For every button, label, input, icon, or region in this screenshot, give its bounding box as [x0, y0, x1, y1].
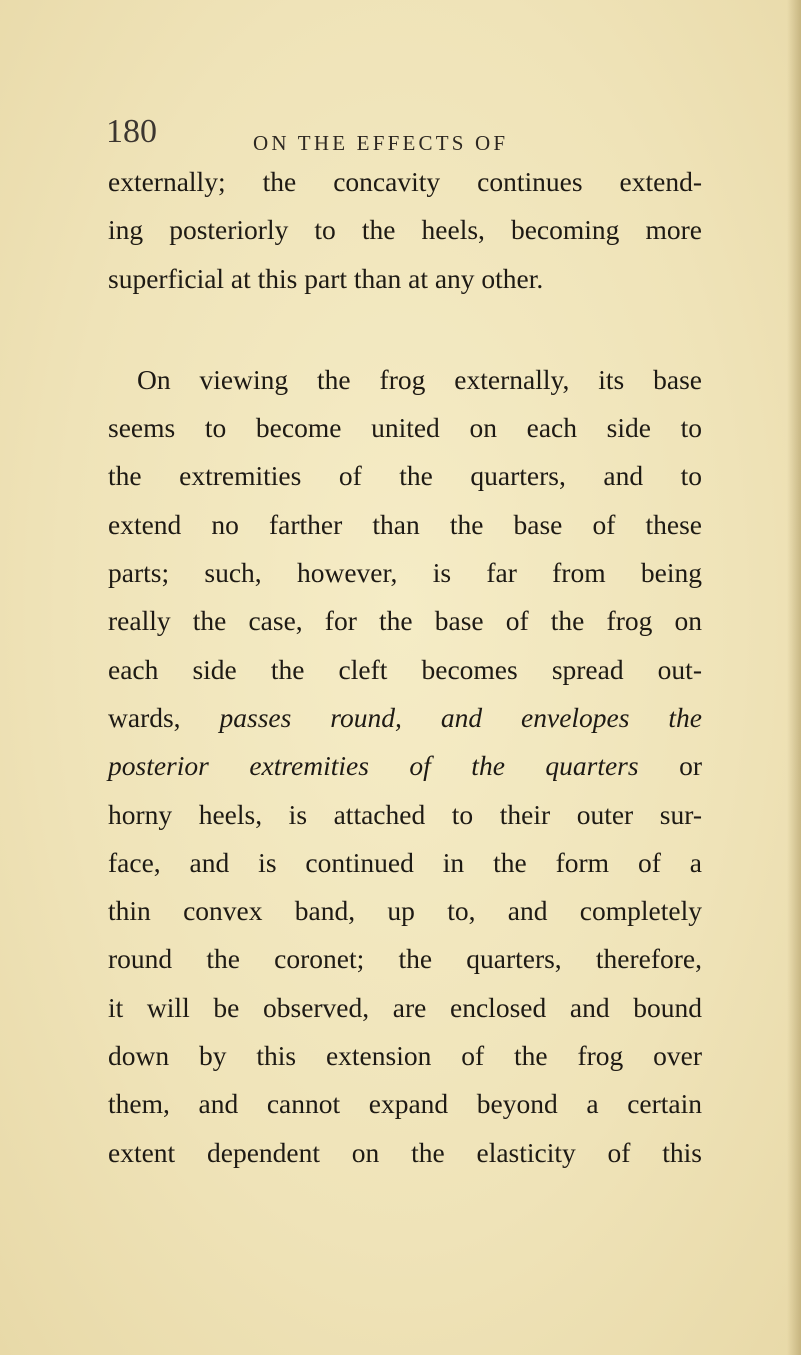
text-line: parts; such, however, is far from being: [108, 557, 702, 589]
text-line: ing posteriorly to the heels, becoming more: [108, 214, 702, 246]
page-number: 180: [106, 113, 157, 150]
text-line: the extremities of the quarters, and to: [108, 460, 702, 492]
text-line: externally; the concavity continues extend-: [108, 166, 702, 197]
page-edge-shadow: [787, 0, 801, 1355]
text-line: thin convex band, up to, and completely: [108, 895, 702, 927]
text-segment: wards,: [108, 701, 181, 733]
text-line: On viewing the frog externally, its base: [137, 363, 702, 395]
body-text: [108, 158, 702, 1177]
text-line: really the case, for the base of the frog on: [108, 605, 702, 637]
italic-segment: passes round, and envelopes the: [219, 701, 702, 733]
text-line: down by this extension of the frog over: [108, 1040, 702, 1072]
text-line: superficial at this part than at any other.: [108, 262, 544, 294]
text-line: extent dependent on the elasticity of this: [108, 1136, 702, 1168]
paragraph-2: [108, 356, 702, 1177]
text-line-mixed: [108, 742, 702, 790]
text-line-mixed: [108, 694, 702, 742]
italic-segment: posterior extremities of the quarters: [108, 750, 639, 782]
text-line: extend no farther than the base of these: [108, 508, 702, 540]
text-line: seems to become united on each side to: [108, 412, 702, 444]
text-line: it will be observed, are enclosed and bound: [108, 991, 702, 1023]
text-line: them, and cannot expand beyond a certain: [108, 1088, 702, 1120]
text-line: face, and is continued in the form of a: [108, 846, 702, 878]
text-segment: or: [679, 750, 702, 782]
paragraph-1: [108, 158, 702, 303]
text-line: each side the cleft becomes spread out-: [108, 653, 702, 685]
running-title: ON THE EFFECTS OF: [253, 131, 509, 155]
text-line: round the coronet; the quarters, therefore,: [108, 943, 702, 975]
text-line: horny heels, is attached to their outer sur-: [108, 798, 702, 830]
